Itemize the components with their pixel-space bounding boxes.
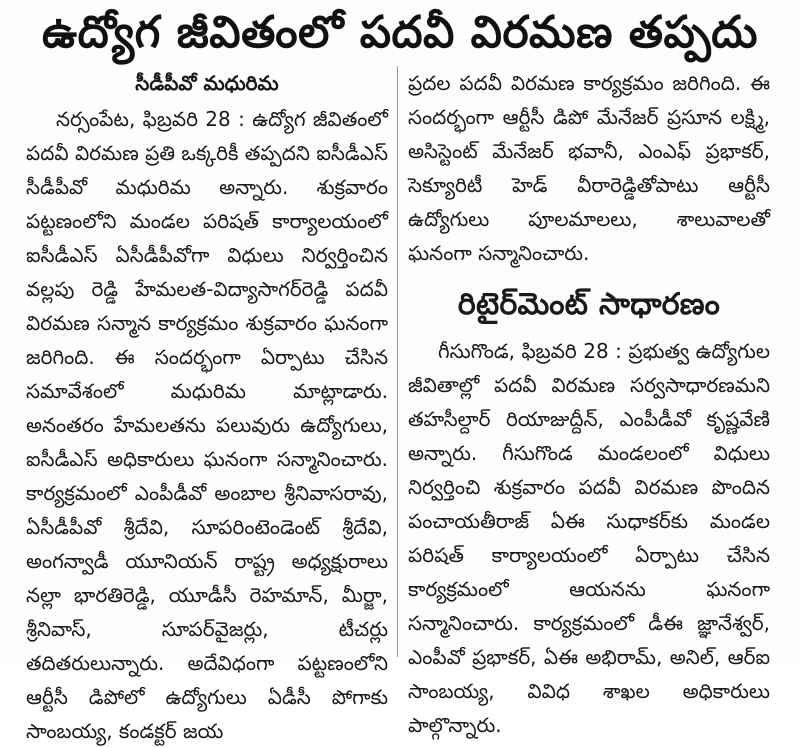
column-divider xyxy=(397,66,398,657)
right-column xyxy=(408,66,770,737)
byline: సీడీపీవో మధురిమ xyxy=(135,71,279,95)
left-column xyxy=(26,66,388,743)
article-body-right-second-story: గీసుగొండ, ఫిబ్రవరి 28 : ప్రభుత్వ ఉద్యోగుల జీవితాల్లో పదవీ విరమణ సర్వసాధారణమని తహసీల్దార్ రియాజుద్దీన్, ఎంపీడీవో కృష్ణవేణి అన్నారు. గీసుగొండ మండలంలో విధులు నిర్వర్తించి శుక్రవారం పదవీ విరమణ పొందిన పంచాయతీరాజ్ ఏఈ సుధాకర్‌కు మండల పరిషత్ కార్యాలయంలో ఏర్పాటు చేసిన కార్యక్రమంలో ఆయనను ఘనంగా సన్మానించారు. కార్యక్రమంలో డీఈ జ్ఞానేశ్వర్, ఎంపీవో ప్రభాకర్, ఏఈ అభిరామ్, అనిల్, ఆర్ఐ సాంబయ్య, వివిధ శాఖల అధికారులు పాల్గొన్నారు. xyxy=(408,339,770,737)
article-body-left: నర్సంపేట, ఫిబ్రవరి 28 : ఉద్యోగ జీవితంలో పదవీ విరమణ ప్రతి ఒక్కరికీ తప్పదని ఐసీడీఎస్ సీడీపీవో మధురిమ అన్నారు. శుక్రవారం పట్టణంలోని మండల పరిషత్ కార్యాలయంలో ఐసీడీఎస్ ఏసీడీపీవోగా విధులు నిర్వర్తించిన వల్లపు రెడ్డి హేమలత-విద్యాసాగర్‌రెడ్డి పదవీ విరమణ సన్మాన కార్యక్రమం శుక్రవారం ఘనంగా జరిగింది. ఈ సందర్భంగా ఏర్పాటు చేసిన సమావేశంలో మధురిమ మాట్లాడారు. అనంతరం హేమలతను పలువురు ఉద్యోగులు, ఐసీడీఎస్ అధికారులు ఘనంగా సన్మానించారు. కార్యక్రమంలో ఎంపీడీవో అంబాల శ్రీనివాసరావు, ఏసీడీపీవో శ్రీదేవి, సూపరింటెండెంట్ శ్రీదేవి, అంగన్వాడీ యూనియన్ రాష్ట్ర అధ్యక్షురాలు నల్లా భారతిరెడ్డి, యూడీసీ రెహమాన్, మీర్జా, శ్రీనివాస్, సూపర్‌వైజర్లు, టీచర్లు తదితరులున్నారు. అదేవిధంగా పట్టణంలోని ఆర్టీసీ డిపోలో ఉద్యోగులు ఏడీసీ పోగాకు సాంబయ్య, కండక్టర్ జయ xyxy=(26,107,388,743)
article-body-right-continued: ప్రదల పదవీ విరమణ కార్యక్రమం జరిగింది. ఈ సందర్భంగా ఆర్టీసీ డిపో మేనేజర్ ప్రసూన లక్ష్మి, అసిస్టెంట్ మేనేజర్ భవానీ, ఎంఎఫ్ ప్రభాకర్, సెక్యూరిటీ హెడ్ వీరారెడ్డితోపాటు ఆర్టీసీ ఉద్యోగులు పూలమాలలు, శాలువాలతో ఘనంగా సన్మానించారు. xyxy=(408,71,770,265)
headline: ఉద్యోగ జీవితంలో పదవీ విరమణ తప్పదు xyxy=(42,7,758,58)
subheadline: రిటైర్‌మెంట్ సాధారణం xyxy=(457,287,721,322)
